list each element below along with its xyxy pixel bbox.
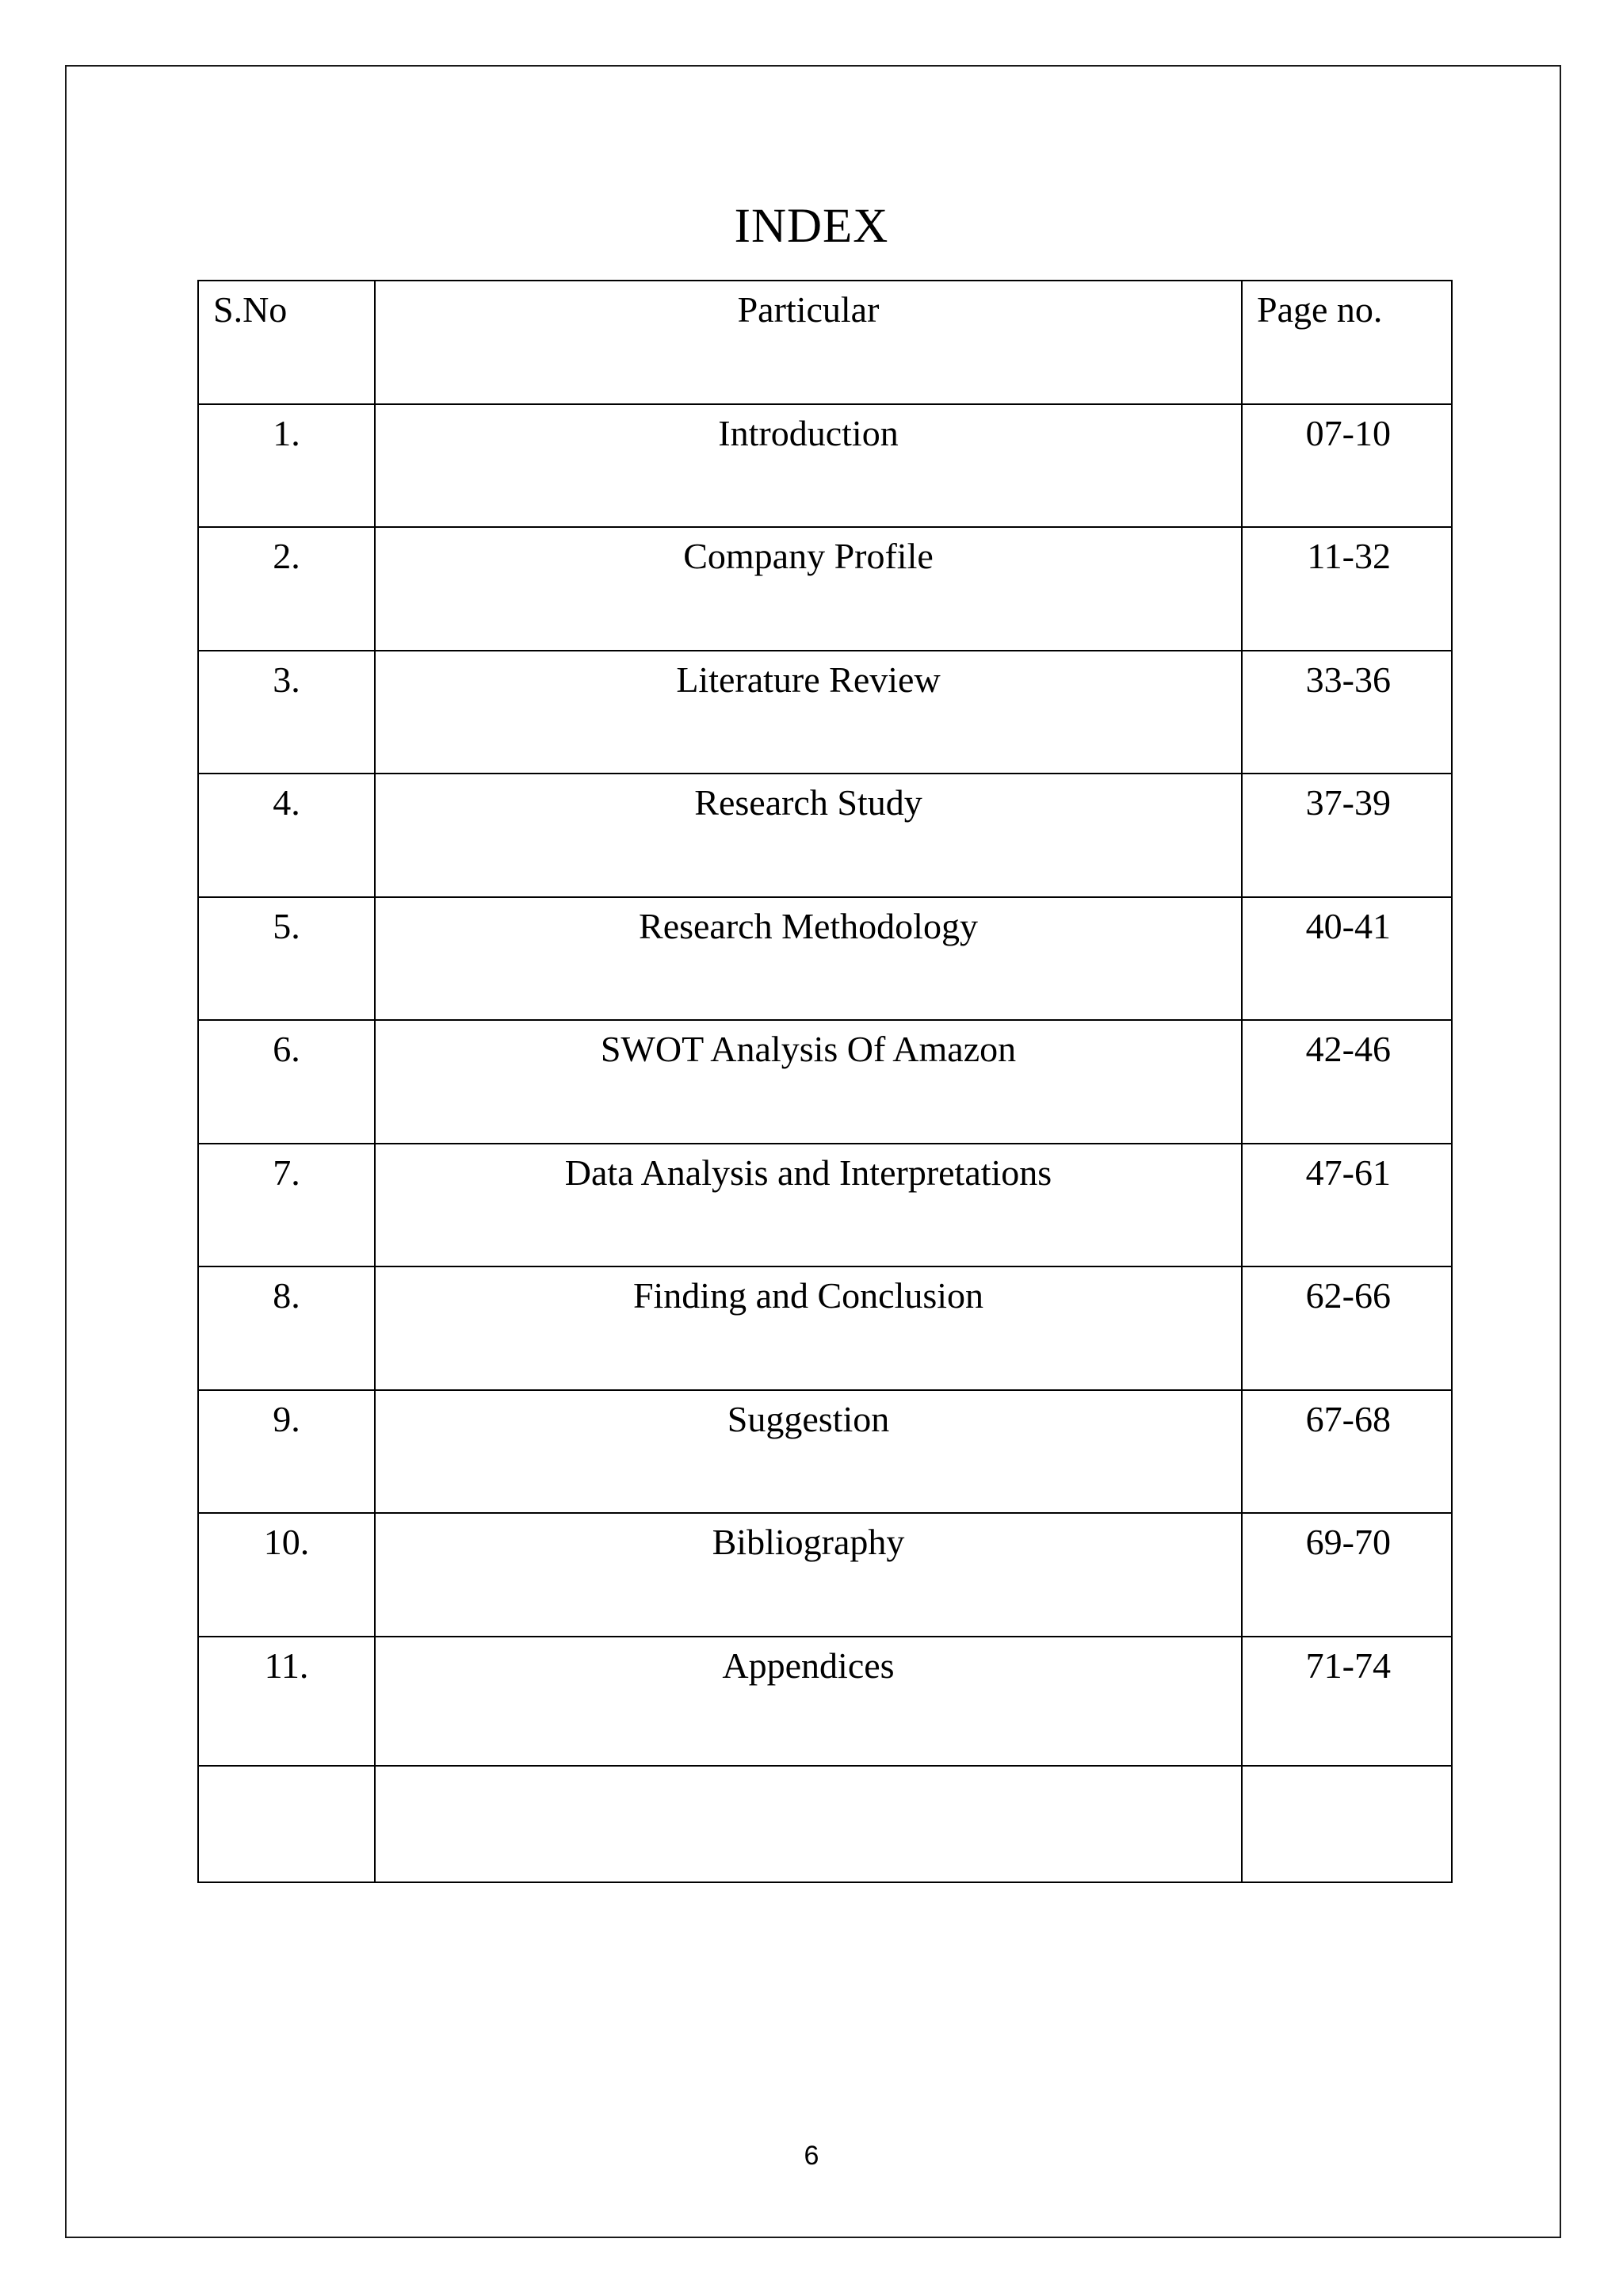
row-particular: Finding and Conclusion [375,1266,1242,1390]
table-row [198,1390,1452,1514]
page-number: 6 [804,2141,819,2171]
row-sno: 1. [198,404,375,528]
row-page-range: 07-10 [1242,404,1452,528]
row-particular: Bibliography [375,1513,1242,1637]
row-particular: Suggestion [375,1390,1242,1514]
empty-cell [198,1766,375,1882]
table-header-row [198,281,1452,404]
header-page-no: Page no. [1242,281,1452,404]
table-row [198,404,1452,528]
empty-cell [375,1766,1242,1882]
row-page-range: 62-66 [1242,1266,1452,1390]
row-particular: Literature Review [375,651,1242,774]
row-page-range: 11-32 [1242,527,1452,651]
table-row [198,1144,1452,1267]
row-page-range: 42-46 [1242,1020,1452,1144]
row-particular: Research Study [375,774,1242,897]
row-sno: 8. [198,1266,375,1390]
row-particular: Company Profile [375,527,1242,651]
row-sno: 3. [198,651,375,774]
table-row [198,651,1452,774]
table-row [198,527,1452,651]
empty-cell [1242,1766,1452,1882]
row-sno: 9. [198,1390,375,1514]
row-page-range: 67-68 [1242,1390,1452,1514]
row-sno: 10. [198,1513,375,1637]
row-sno: 2. [198,527,375,651]
row-sno: 11. [198,1637,375,1766]
row-sno: 7. [198,1144,375,1267]
table-row [198,1513,1452,1637]
row-sno: 6. [198,1020,375,1144]
page-title: INDEX [734,200,889,253]
table-row [198,1266,1452,1390]
row-particular: Data Analysis and Interpretations [375,1144,1242,1267]
row-particular: Research Methodology [375,897,1242,1021]
row-particular: SWOT Analysis Of Amazon [375,1020,1242,1144]
table-row [198,774,1452,897]
row-page-range: 69-70 [1242,1513,1452,1637]
index-table [197,280,1453,1883]
table-row-empty [198,1766,1452,1882]
table-row [198,1020,1452,1144]
table-row [198,897,1452,1021]
row-page-range: 40-41 [1242,897,1452,1021]
table-row [198,1637,1452,1766]
row-page-range: 47-61 [1242,1144,1452,1267]
row-particular: Introduction [375,404,1242,528]
row-page-range: 37-39 [1242,774,1452,897]
row-sno: 5. [198,897,375,1021]
header-sno: S.No [198,281,375,404]
row-particular: Appendices [375,1637,1242,1766]
row-page-range: 71-74 [1242,1637,1452,1766]
row-sno: 4. [198,774,375,897]
header-particular: Particular [375,281,1242,404]
row-page-range: 33-36 [1242,651,1452,774]
